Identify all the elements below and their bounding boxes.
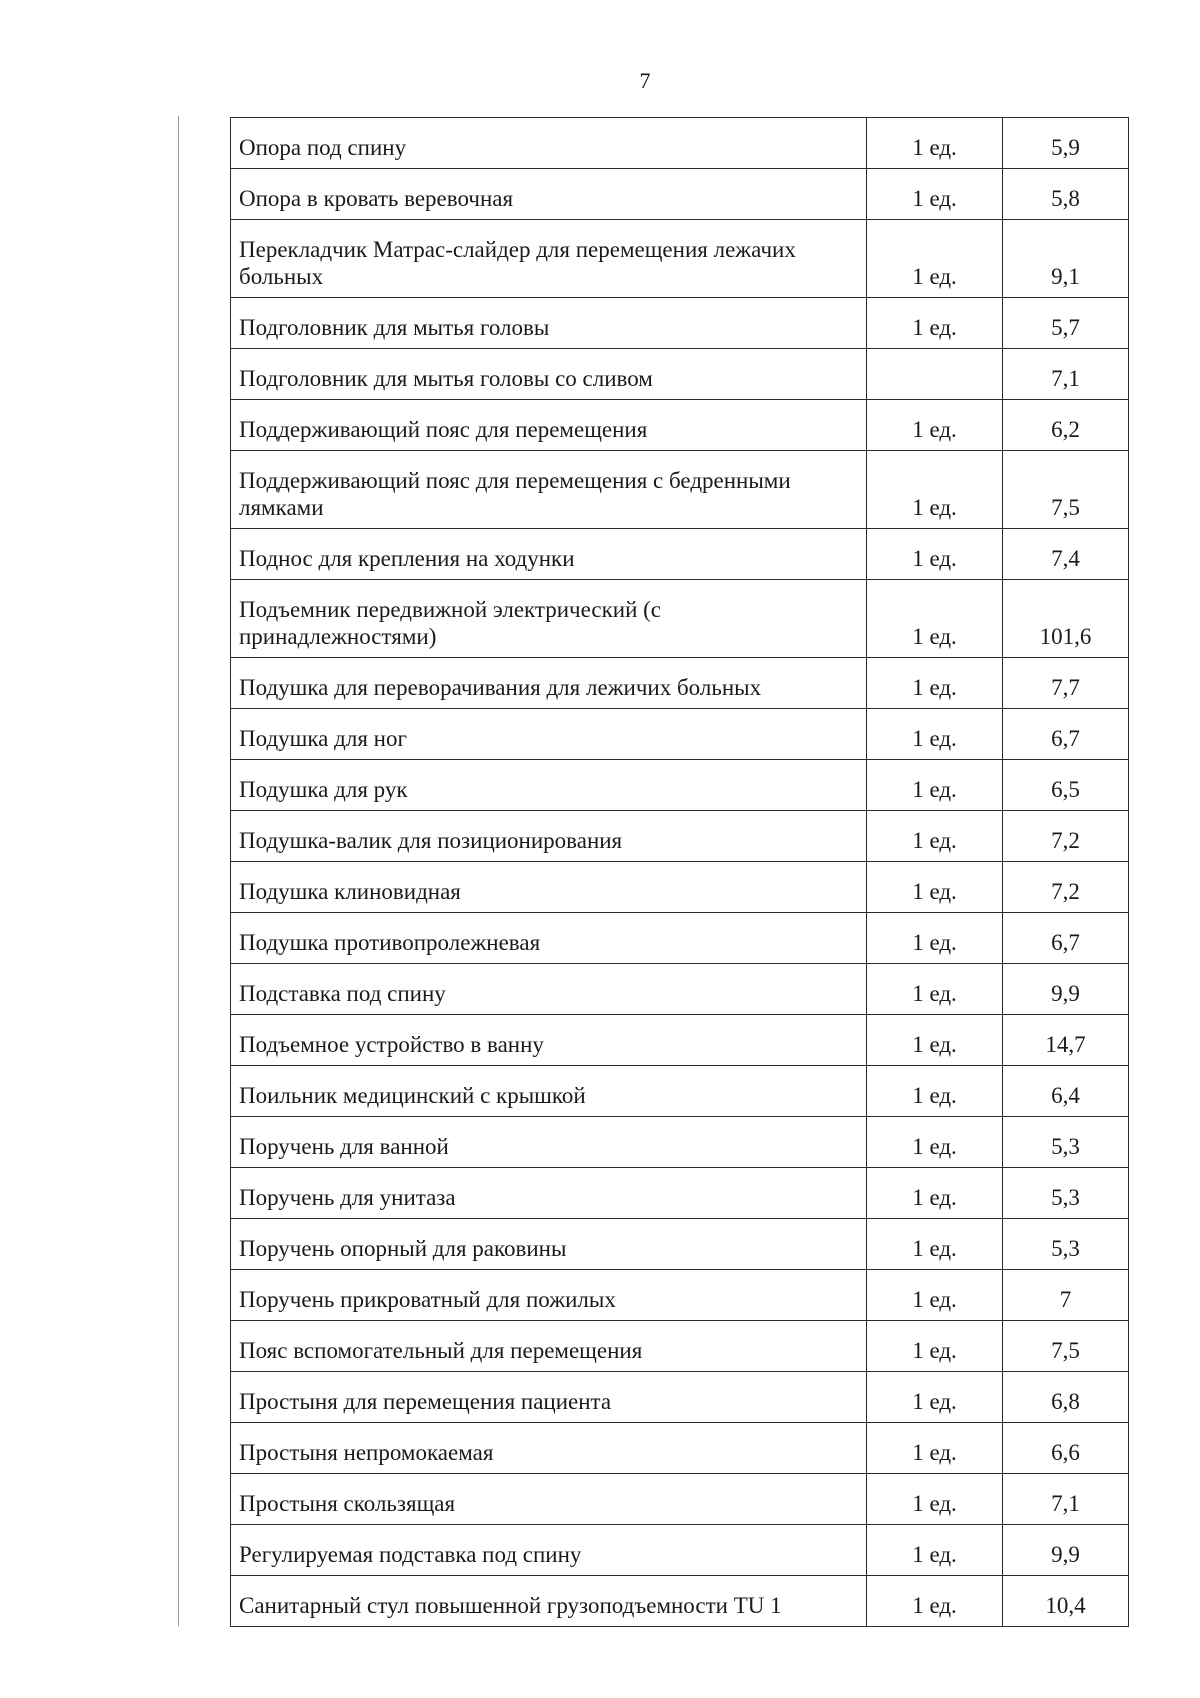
- item-value: 7,4: [1003, 529, 1129, 580]
- item-name: Регулируемая подставка под спину: [231, 1525, 867, 1576]
- item-unit: 1 ед.: [867, 1525, 1003, 1576]
- item-unit: 1 ед.: [867, 1321, 1003, 1372]
- margin-line: [178, 116, 179, 1626]
- item-unit: 1 ед.: [867, 760, 1003, 811]
- item-unit: 1 ед.: [867, 1474, 1003, 1525]
- item-unit: 1 ед.: [867, 118, 1003, 169]
- item-name: Простыня непромокаемая: [231, 1423, 867, 1474]
- table-row: [231, 1576, 1129, 1627]
- item-unit: 1 ед.: [867, 811, 1003, 862]
- table-row: [231, 760, 1129, 811]
- item-value: 5,7: [1003, 298, 1129, 349]
- table-row: [231, 1474, 1129, 1525]
- item-unit: 1 ед.: [867, 1372, 1003, 1423]
- item-unit: 1 ед.: [867, 529, 1003, 580]
- table-row: [231, 1321, 1129, 1372]
- item-name: Поддерживающий пояс для перемещения с бедренными лямками: [231, 451, 867, 529]
- item-value: 101,6: [1003, 580, 1129, 658]
- item-value: 6,5: [1003, 760, 1129, 811]
- item-value: 7,1: [1003, 349, 1129, 400]
- item-value: 10,4: [1003, 1576, 1129, 1627]
- table-row: [231, 220, 1129, 298]
- table-row: [231, 349, 1129, 400]
- item-name: Подушка клиновидная: [231, 862, 867, 913]
- table-row: [231, 1219, 1129, 1270]
- table-row: [231, 580, 1129, 658]
- item-value: 9,1: [1003, 220, 1129, 298]
- table-row: [231, 529, 1129, 580]
- table-row: [231, 169, 1129, 220]
- item-value: 9,9: [1003, 1525, 1129, 1576]
- table-row: [231, 1423, 1129, 1474]
- item-name: Поручень для ванной: [231, 1117, 867, 1168]
- item-name: Подъемник передвижной электрический (с принадлежностями): [231, 580, 867, 658]
- item-unit: [867, 349, 1003, 400]
- item-value: 7,7: [1003, 658, 1129, 709]
- item-value: 7,2: [1003, 862, 1129, 913]
- item-value: 7: [1003, 1270, 1129, 1321]
- item-value: 5,3: [1003, 1168, 1129, 1219]
- item-unit: 1 ед.: [867, 1219, 1003, 1270]
- item-value: 7,5: [1003, 451, 1129, 529]
- item-name: Пояс вспомогательный для перемещения: [231, 1321, 867, 1372]
- item-unit: 1 ед.: [867, 862, 1003, 913]
- item-unit: 1 ед.: [867, 1270, 1003, 1321]
- item-value: 6,2: [1003, 400, 1129, 451]
- item-value: 7,1: [1003, 1474, 1129, 1525]
- item-name: Подушка для ног: [231, 709, 867, 760]
- item-name: Опора в кровать веревочная: [231, 169, 867, 220]
- item-name: Подушка для рук: [231, 760, 867, 811]
- item-name: Подушка противопролежневая: [231, 913, 867, 964]
- table-row: [231, 964, 1129, 1015]
- table-row: [231, 298, 1129, 349]
- item-value: 7,5: [1003, 1321, 1129, 1372]
- item-value: 6,6: [1003, 1423, 1129, 1474]
- item-unit: 1 ед.: [867, 1423, 1003, 1474]
- item-value: 5,3: [1003, 1219, 1129, 1270]
- item-name: Поручень для унитаза: [231, 1168, 867, 1219]
- item-name: Поильник медицинский с крышкой: [231, 1066, 867, 1117]
- item-value: 6,7: [1003, 709, 1129, 760]
- item-value: 5,9: [1003, 118, 1129, 169]
- item-name: Опора под спину: [231, 118, 867, 169]
- item-unit: 1 ед.: [867, 964, 1003, 1015]
- item-unit: 1 ед.: [867, 658, 1003, 709]
- item-unit: 1 ед.: [867, 1168, 1003, 1219]
- item-unit: 1 ед.: [867, 169, 1003, 220]
- table-row: [231, 1066, 1129, 1117]
- item-name: Подъемное устройство в ванну: [231, 1015, 867, 1066]
- item-name: Подставка под спину: [231, 964, 867, 1015]
- item-unit: 1 ед.: [867, 913, 1003, 964]
- item-value: 9,9: [1003, 964, 1129, 1015]
- item-unit: 1 ед.: [867, 1117, 1003, 1168]
- items-table: [230, 117, 1129, 1627]
- table-row: [231, 811, 1129, 862]
- item-name: Подголовник для мытья головы: [231, 298, 867, 349]
- item-name: Подушка-валик для позиционирования: [231, 811, 867, 862]
- item-name: Подголовник для мытья головы со сливом: [231, 349, 867, 400]
- table-row: [231, 1270, 1129, 1321]
- item-name: Поручень опорный для раковины: [231, 1219, 867, 1270]
- item-value: 6,8: [1003, 1372, 1129, 1423]
- page-number: 7: [639, 68, 651, 93]
- table-row: [231, 1015, 1129, 1066]
- item-unit: 1 ед.: [867, 709, 1003, 760]
- table-row: [231, 1525, 1129, 1576]
- table-row: [231, 1117, 1129, 1168]
- table-row: [231, 400, 1129, 451]
- items-table-body: [231, 118, 1129, 1627]
- item-unit: 1 ед.: [867, 220, 1003, 298]
- table-row: [231, 709, 1129, 760]
- item-unit: 1 ед.: [867, 298, 1003, 349]
- item-name: Перекладчик Матрас-слайдер для перемещения лежачих больных: [231, 220, 867, 298]
- table-row: [231, 1372, 1129, 1423]
- item-name: Поднос для крепления на ходунки: [231, 529, 867, 580]
- item-unit: 1 ед.: [867, 580, 1003, 658]
- table-row: [231, 1168, 1129, 1219]
- table-row: [231, 862, 1129, 913]
- table-row: [231, 118, 1129, 169]
- item-unit: 1 ед.: [867, 1576, 1003, 1627]
- table-row: [231, 451, 1129, 529]
- item-value: 6,7: [1003, 913, 1129, 964]
- item-name: Подушка для переворачивания для лежичих больных: [231, 658, 867, 709]
- item-unit: 1 ед.: [867, 1015, 1003, 1066]
- table-row: [231, 913, 1129, 964]
- item-name: Поручень прикроватный для пожилых: [231, 1270, 867, 1321]
- item-name: Простыня скользящая: [231, 1474, 867, 1525]
- item-name: Санитарный стул повышенной грузоподъемности TU 1: [231, 1576, 867, 1627]
- table-row: [231, 658, 1129, 709]
- item-name: Простыня для перемещения пациента: [231, 1372, 867, 1423]
- item-unit: 1 ед.: [867, 400, 1003, 451]
- item-unit: 1 ед.: [867, 451, 1003, 529]
- item-name: Поддерживающий пояс для перемещения: [231, 400, 867, 451]
- item-value: 5,3: [1003, 1117, 1129, 1168]
- item-value: 14,7: [1003, 1015, 1129, 1066]
- item-value: 5,8: [1003, 169, 1129, 220]
- item-unit: 1 ед.: [867, 1066, 1003, 1117]
- item-value: 6,4: [1003, 1066, 1129, 1117]
- item-value: 7,2: [1003, 811, 1129, 862]
